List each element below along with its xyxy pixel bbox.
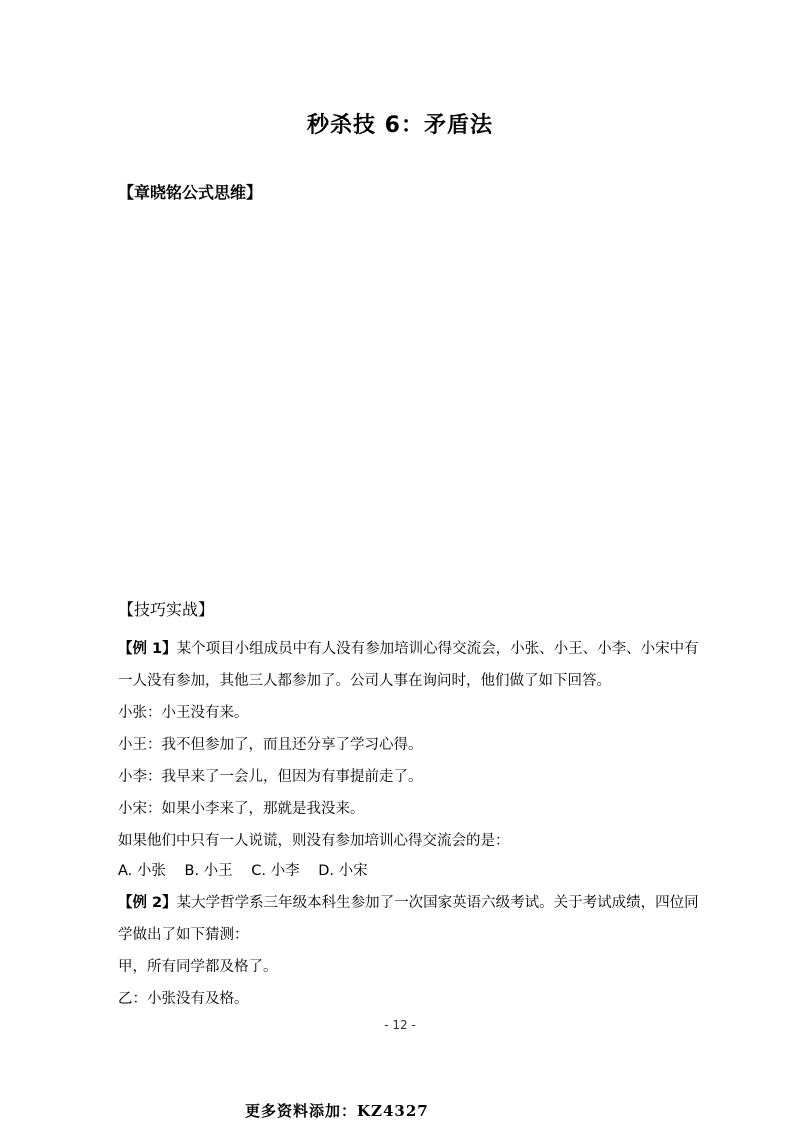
example1-tag: 【例 1】 <box>118 641 177 657</box>
footer-contact: 更多资料添加：KZ4327 <box>245 1102 429 1120</box>
guess-yi: 乙：小张没有及格。 <box>118 991 249 1007</box>
statement-li: 小李：我早来了一会儿，但因为有事提前走了。 <box>118 769 423 785</box>
page-number: - 12 - <box>384 1018 416 1032</box>
guess-jia: 甲，所有同学都及格了。 <box>118 959 278 975</box>
example1-options <box>118 859 382 880</box>
example1-text: 某个项目小组成员中有人没有参加培训心得交流会，小张、小王、小李、小宋中有 <box>176 641 699 657</box>
example2-text: 某大学哲学系三年级本科生参加了一次国家英语六级考试。关于考试成绩，四位同 <box>176 895 699 911</box>
example1-question: 如果他们中只有一人说谎，则没有参加培训心得交流会的是： <box>118 833 510 849</box>
statement-wang: 小王：我不但参加了，而且还分享了学习心得。 <box>118 737 423 753</box>
option-d: D. 小宋 <box>318 863 368 879</box>
option-c: C. 小李 <box>251 863 300 879</box>
example2-line1 <box>118 891 699 912</box>
section-heading-practice: 【技巧实战】 <box>118 600 215 619</box>
option-a: A. 小张 <box>118 863 166 879</box>
statement-song: 小宋：如果小李来了，那就是我没来。 <box>118 801 365 817</box>
example1-line2: 一人没有参加，其他三人都参加了。公司人事在询问时，他们做了如下回答。 <box>118 673 611 689</box>
example2-tag: 【例 2】 <box>118 895 177 911</box>
page-title: 秒杀技 6：矛盾法 <box>307 113 493 138</box>
example2-line2: 学做出了如下猜测： <box>118 927 249 943</box>
option-b: B. 小王 <box>184 863 233 879</box>
example1-line1 <box>118 637 699 658</box>
section-heading-formula: 【章晓铭公式思维】 <box>118 183 263 202</box>
statement-zhang: 小张：小王没有来。 <box>118 705 249 721</box>
